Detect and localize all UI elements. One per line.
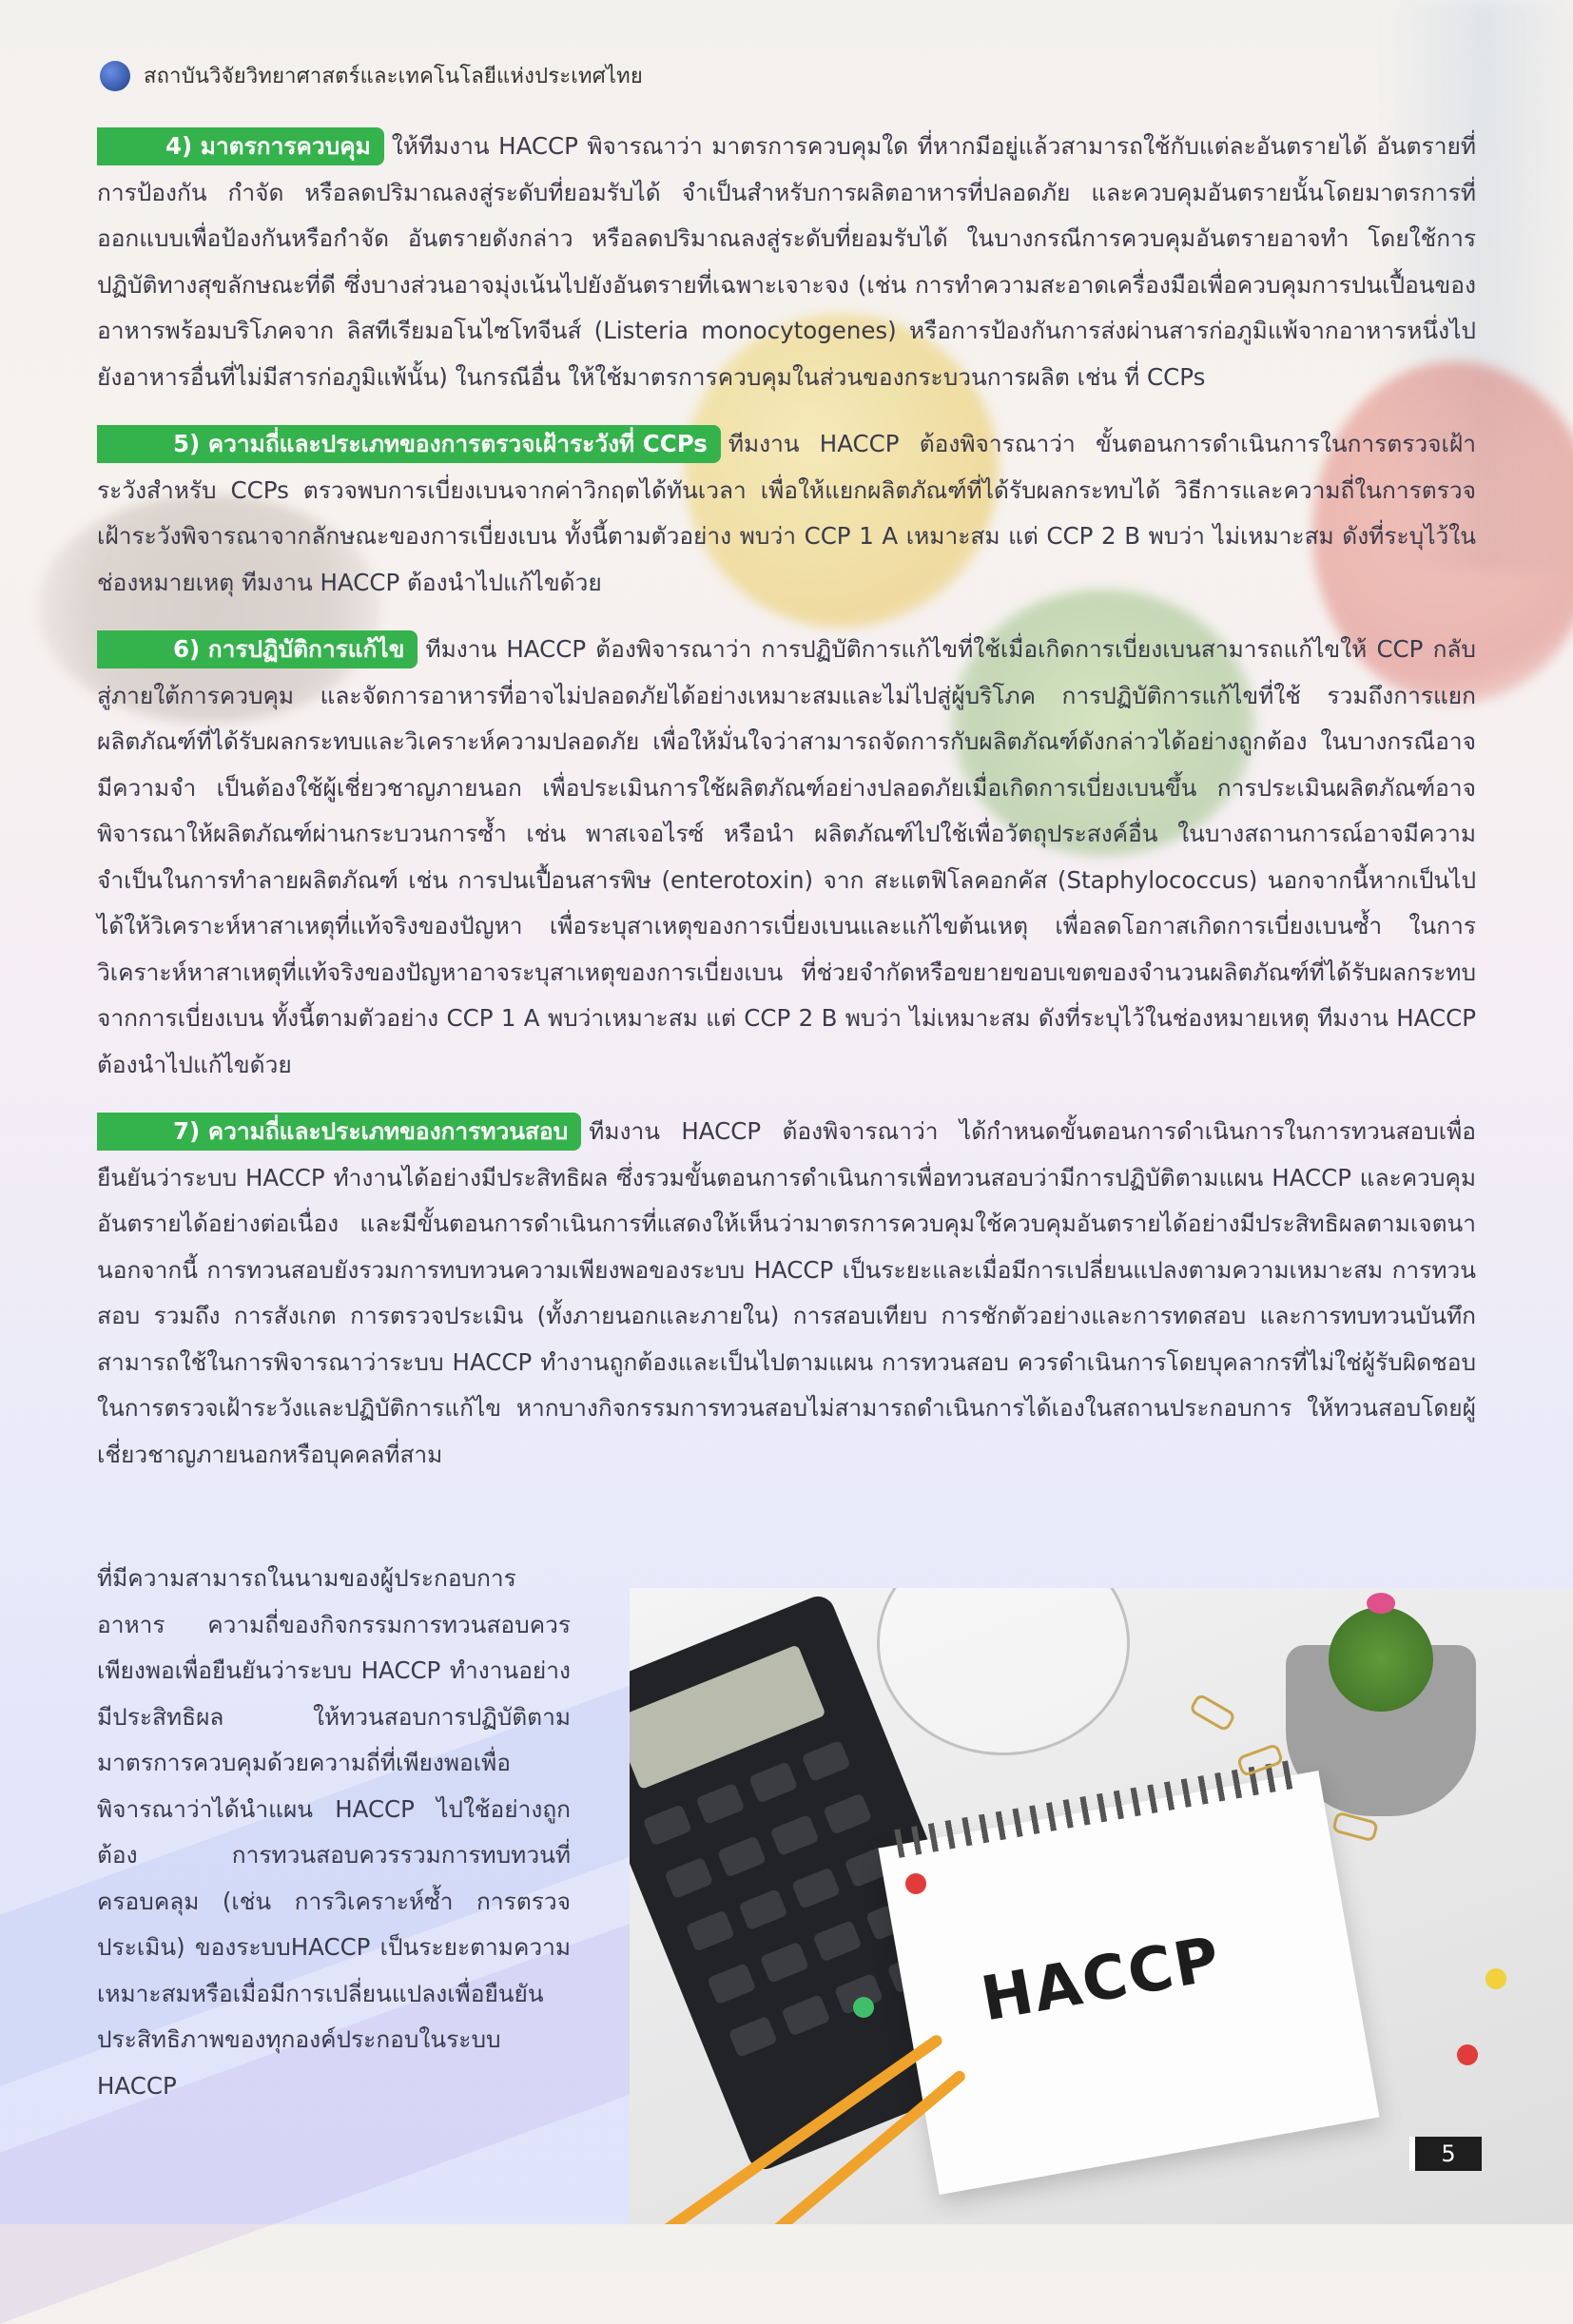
section-heading-tag: 7) ความถี่และประเภทของการทวนสอบ bbox=[97, 1113, 581, 1151]
notepad bbox=[878, 1771, 1379, 2195]
section-body: ทีมงาน HACCP ต้องพิจารณาว่า ได้กำหนดขั้นตอนการดำเนินการในการทวนสอบเพื่อยืนยันว่าระบบ HACCP ทำงานได้อย่างมีประสิทธิผล ซึ่งรวมขั้นตอนการดำเนินการเพื่อทวนสอบว่ามีการปฏิบัติตามแผน HACCP และควบคุมอันตรายได้อย่างต่อเนื่อง และมีขั้นตอนการดำเนินการที่แสดงให้เห็นว่ามาตรการควบคุมใช้ควบคุมอันตรายได้อย่างมีประสิทธิผลตามเจตนา นอกจากนี้ การทวนสอบยังรวมการทบทวนความเพียงพอของระบบ HACCP เป็นระยะและเมื่อมีการเปลี่ยนแปลงตามความเหมาะสม การทวนสอบ รวมถึง การสังเกต การตรวจประเมิน (ทั้งภายนอกและภายใน) การสอบเทียบ การชักตัวอย่างและการทดสอบ และการทบทวนบันทึก สามารถใช้ในการพิจารณาว่าระบบ HACCP ทำงานถูกต้องและเป็นไปตามแผน การทวนสอบ ควรดำเนินการโดยบุคลากรที่ไม่ใช่ผู้รับผิดชอบในการตรวจเฝ้าระวังและปฏิบัติการแก้ไข หากบางกิจกรรมการทวนสอบไม่สามารถดำเนินการได้เองในสถานประกอบการ ให้ทวนสอบโดยผู้เชี่ยวชาญภายนอกหรือบุคคลที่สาม bbox=[97, 1117, 1476, 1468]
section-body: ให้ทีมงาน HACCP พิจารณาว่า มาตรการควบคุมใด ที่หากมีอยู่แล้วสามารถใช้กับแต่ละอันตรายได้ อันตรายที่การป้องกัน กำจัด หรือลดปริมาณลงสู่ระดับที่ยอมรับได้ จำเป็นสำหรับการผลิตอาหารที่ปลอดภัย และควบคุมอันตรายนั้นโดยมาตรการที่ออกแบบเพื่อป้องกันหรือกำจัด อันตรายดังกล่าว หรือลดปริมาณลงสู่ระดับที่ยอมรับได้ ในบางกรณีการควบคุมอันตรายอาจทำ โดยใช้การปฏิบัติทางสุขลักษณะที่ดี ซึ่งบางส่วนอาจมุ่งเน้นไปยังอันตรายที่เฉพาะเจาะจง (เช่น การทำความสะอาดเครื่องมือเพื่อควบคุมการปนเปื้อนของอาหารพร้อมบริโภคจาก ลิสทีเรียมอโนไซโทจีนส์ (Listeria monocytogenes) หรือการป้องกันการส่งผ่านสารก่อภูมิแพ้จากอาหารหนึ่งไปยังอาหารอื่นที่ไม่มีสารก่อภูมิแพ้นั้น) ในกรณีอื่น ให้ใช้มาตรการควบคุมในส่วนของกระบวนการผลิต เช่น ที่ CCPs bbox=[97, 132, 1476, 391]
section-heading-tag: 5) ความถี่และประเภทของการตรวจเฝ้าระวังที่ CCPs bbox=[97, 425, 721, 463]
pushpin-icon bbox=[905, 1873, 926, 1894]
verification-continued-column: ที่มีความสามารถในนามของผู้ประกอบการอาหาร ความถี่ของกิจกรรมการทวนสอบควรเพียงพอเพื่อยืนยันว่าระบบ HACCP ทำงานอย่างมีประสิทธิผล ให้ทวนสอบการปฏิบัติตามมาตรการควบคุมด้วยความถี่ที่เพียงพอเพื่อพิจารณาว่าได้นำแผน HACCP ไปใช้อย่างถูกต้อง การทวนสอบควรรวมการทบทวนที่ครอบคลุม (เช่น การวิเคราะห์ซ้ำ การตรวจประเมิน) ของระบบHACCP เป็นระยะตามความเหมาะสมหรือเมื่อมีการเปลี่ยนแปลงเพื่อยืนยันประสิทธิภาพของทุกองค์ประกอบในระบบ HACCP bbox=[97, 1564, 571, 2100]
spiral-binding bbox=[894, 1759, 1302, 1858]
section-control-measures bbox=[97, 124, 1476, 400]
section-heading-tag: 4) มาตรการควบคุม bbox=[97, 127, 384, 165]
binder-clip-icon bbox=[1189, 1693, 1237, 1733]
page-header bbox=[100, 59, 643, 92]
section-body: ทีมงาน HACCP ต้องพิจารณาว่า ขั้นตอนการดำเนินการในการตรวจเฝ้าระวังสำหรับ CCPs ตรวจพบการเบี่ยงเบนจากค่าวิกฤตได้ทันเวลา เพื่อให้แยกผลิตภัณฑ์ที่ได้รับผลกระทบได้ วิธีการและความถี่ในการตรวจเฝ้าระวังพิจารณาจากลักษณะของการเบี่ยงเบน ทั้งนี้ตามตัวอย่าง พบว่า CCP 1 A เหมาะสม แต่ CCP 2 B พบว่า ไม่เหมาะสม ดังที่ระบุไว้ในช่องหมายเหตุ ทีมงาน HACCP ต้องนำไปแก้ไขด้วย bbox=[97, 430, 1476, 596]
page-number: 5 bbox=[1409, 2137, 1482, 2171]
section-body: ทีมงาน HACCP ต้องพิจารณาว่า การปฏิบัติการแก้ไขที่ใช้เมื่อเกิดการเบี่ยงเบนสามารถแก้ไขให้ CCP กลับสู่ภายใต้การควบคุม และจัดการอาหารที่อาจไม่ปลอดภัยได้อย่างเหมาะสมและไม่ไปสู่ผู้บริโภค การปฏิบัติการแก้ไขที่ใช้ รวมถึงการแยกผลิตภัณฑ์ที่ได้รับผลกระทบและวิเคราะห์ความปลอดภัย เพื่อให้มั่นใจว่าสามารถจัดการกับผลิตภัณฑ์ดังกล่าวได้อย่างถูกต้อง ในบางกรณีอาจมีความจำ เป็นต้องใช้ผู้เชี่ยวชาญภายนอก เพื่อประเมินการใช้ผลิตภัณฑ์อย่างปลอดภัยเมื่อเกิดการเบี่ยงเบนขึ้น การประเมินผลิตภัณฑ์อาจพิจารณาให้ผลิตภัณฑ์ผ่านกระบวนการซ้ำ เช่น พาสเจอไรซ์ หรือนำ ผลิตภัณฑ์ไปใช้เพื่อวัตถุประสงค์อื่น ในบางสถานการณ์อาจมีความจำเป็นในการทำลายผลิตภัณฑ์ เช่น การปนเปื้อนสารพิษ (enterotoxin) จาก สะแตฟิโลคอกคัส (Staphylococcus) นอกจากนี้หากเป็นไปได้ให้วิเคราะห์หาสาเหตุที่แท้จริงของปัญหา เพื่อระบุสาเหตุของการเบี่ยงเบนและแก้ไขต้นเหตุ เพื่อลดโอกาสเกิดการเบี่ยงเบนซ้ำ ในการวิเคราะห์หาสาเหตุที่แท้จริงของปัญหาอาจระบุสาเหตุของการเบี่ยงเบน ที่ช่วยจำกัดหรือขยายขอบเขตของจำนวนผลิตภัณฑ์ที่ได้รับผลกระทบจากการเบี่ยงเบน ทั้งนี้ตามตัวอย่าง CCP 1 A พบว่าเหมาะสม แต่ CCP 2 B พบว่า ไม่เหมาะสม ดังที่ระบุไว้ในช่องหมายเหตุ ทีมงาน HACCP ต้องนำไปแก้ไขด้วย bbox=[97, 635, 1476, 1078]
cactus-icon bbox=[1329, 1607, 1433, 1712]
glass-bowl-icon bbox=[877, 1588, 1130, 1755]
section-corrective-actions bbox=[97, 627, 1476, 1088]
section-monitoring-ccps bbox=[97, 421, 1476, 606]
pushpin-icon bbox=[1486, 1968, 1506, 1989]
organization-logo-icon bbox=[100, 61, 130, 91]
pushpin-icon bbox=[1457, 2044, 1478, 2065]
section-verification bbox=[97, 1109, 1476, 1478]
organization-name: สถาบันวิจัยวิทยาศาสตร์และเทคโนโลยีแห่งประเทศไทย bbox=[144, 65, 643, 88]
pushpin-icon bbox=[853, 1997, 874, 2018]
cactus-flower-icon bbox=[1367, 1593, 1395, 1614]
main-content bbox=[97, 124, 1476, 1499]
section-heading-tag: 6) การปฏิบัติการแก้ไข bbox=[97, 630, 418, 668]
haccp-photo bbox=[630, 1588, 1573, 2224]
notepad-text: HACCP bbox=[976, 1924, 1227, 2036]
